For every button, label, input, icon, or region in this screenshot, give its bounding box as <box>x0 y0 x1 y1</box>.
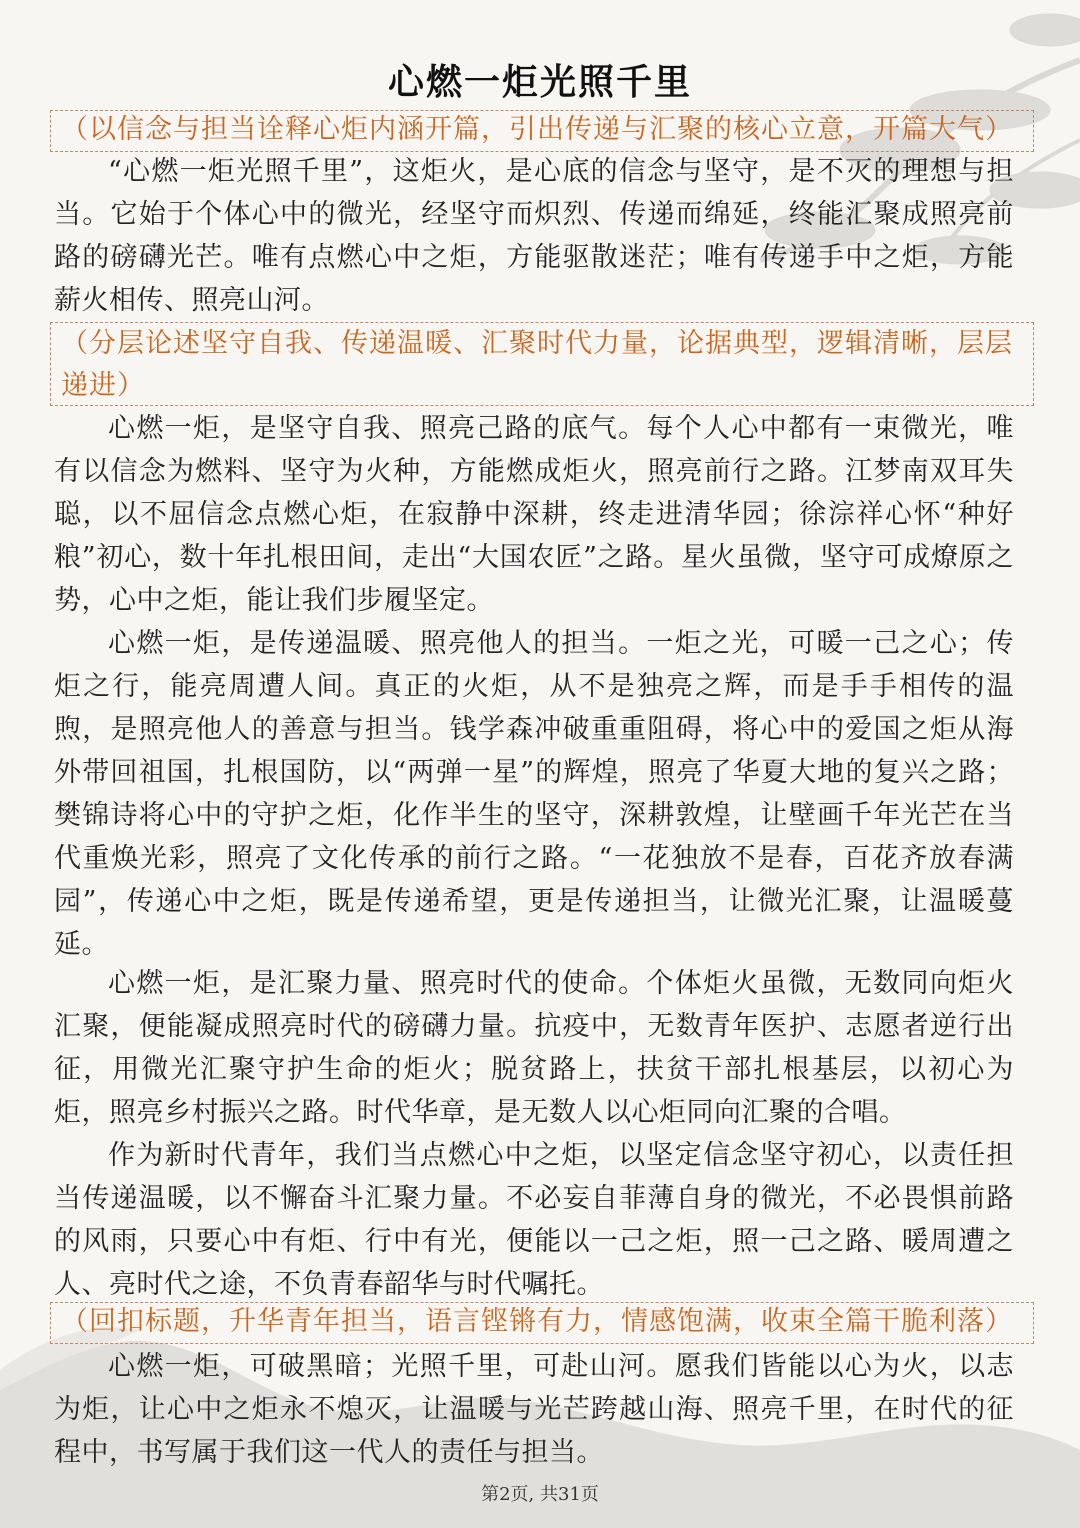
paragraph-4: 心燃一炬，是汇聚力量、照亮时代的使命。个体炬火虽微，无数同向炬火汇聚，便能凝成照亮时代的磅礴力量。抗疫中，无数青年医护、志愿者逆行出征，用微光汇聚守护生命的炬火；脱贫路上，扶贫干部扎根基层，以初心为炬，照亮乡村振兴之路。时代华章，是无数人以心炬同向汇聚的合唱。 <box>54 968 1014 1128</box>
annotation-comment-body: （分层论述坚守自我、传递温暖、汇聚时代力量，论据典型，逻辑清晰，层层递进） <box>50 322 1034 406</box>
paragraph-6: 心燃一炬，可破黑暗；光照千里，可赴山河。愿我们皆能以心为火，以志为炬，让心中之炬永不熄灭，让温暖与光芒跨越山海、照亮千里，在时代的征程中，书写属于我们这一代人的责任与担当。 <box>54 1351 1014 1468</box>
paragraph-3: 心燃一炬，是传递温暖、照亮他人的担当。一炬之光，可暖一己之心；传炬之行，能亮周遭人间。真正的火炬，从不是独亮之辉，而是手手相传的温煦，是照亮他人的善意与担当。钱学森冲破重重阻碍，将心中的爱国之炬从海外带回祖国，扎根国防，以“两弹一星”的辉煌，照亮了华夏大地的复兴之路；樊锦诗将心中的守护之炬，化作半生的坚守，深耕敦煌，让壁画千年光芒在当代重焕光彩，照亮了文化传承的前行之路。“一花独放不是春，百花齐放春满园”，传递心中之炬，既是传递希望，更是传递担当，让微光汇聚，让温暖蔓延。 <box>54 628 1014 960</box>
paragraph-5: 作为新时代青年，我们当点燃心中之炬，以坚定信念坚守初心，以责任担当传递温暖，以不懈奋斗汇聚力量。不必妄自菲薄自身的微光，不必畏惧前路的风雨，只要心中有炬、行中有光，便能以一己之炬，照一己之路、暖周遭之人、亮时代之途，不负青春韶华与时代嘱托。 <box>54 1140 1014 1300</box>
paragraph-2: 心燃一炬，是坚守自我、照亮己路的底气。每个人心中都有一束微光，唯有以信念为燃料、坚守为火种，方能燃成炬火，照亮前行之路。江梦南双耳失聪，以不屈信念点燃心炬，在寂静中深耕，终走进清华园；徐淙祥心怀“种好粮”初心，数十年扎根田间，走出“大国农匠”之路。星火虽微，坚守可成燎原之势，心中之炬，能让我们步履坚定。 <box>54 413 1014 616</box>
annotation-comment-conclusion: （回扣标题，升华青年担当，语言铿锵有力，情感饱满，收束全篇干脆利落） <box>50 1302 1034 1344</box>
paragraph-1: “心燃一炬光照千里”，这炬火，是心底的信念与坚守，是不灭的理想与担当。它始于个体心中的微光，经坚守而炽烈、传递而绵延，终能汇聚成照亮前路的磅礴光芒。唯有点燃心中之炬，方能驱散迷茫；唯有传递手中之炬，方能薪火相传、照亮山河。 <box>54 156 1014 316</box>
document-title: 心燃一炬光照千里 <box>387 62 692 103</box>
page-number-footer: 第2页, 共31页 <box>481 1484 599 1505</box>
annotation-comment-intro: （以信念与担当诠释心炬内涵开篇，引出传递与汇聚的核心立意，开篇大气） <box>50 110 1034 152</box>
